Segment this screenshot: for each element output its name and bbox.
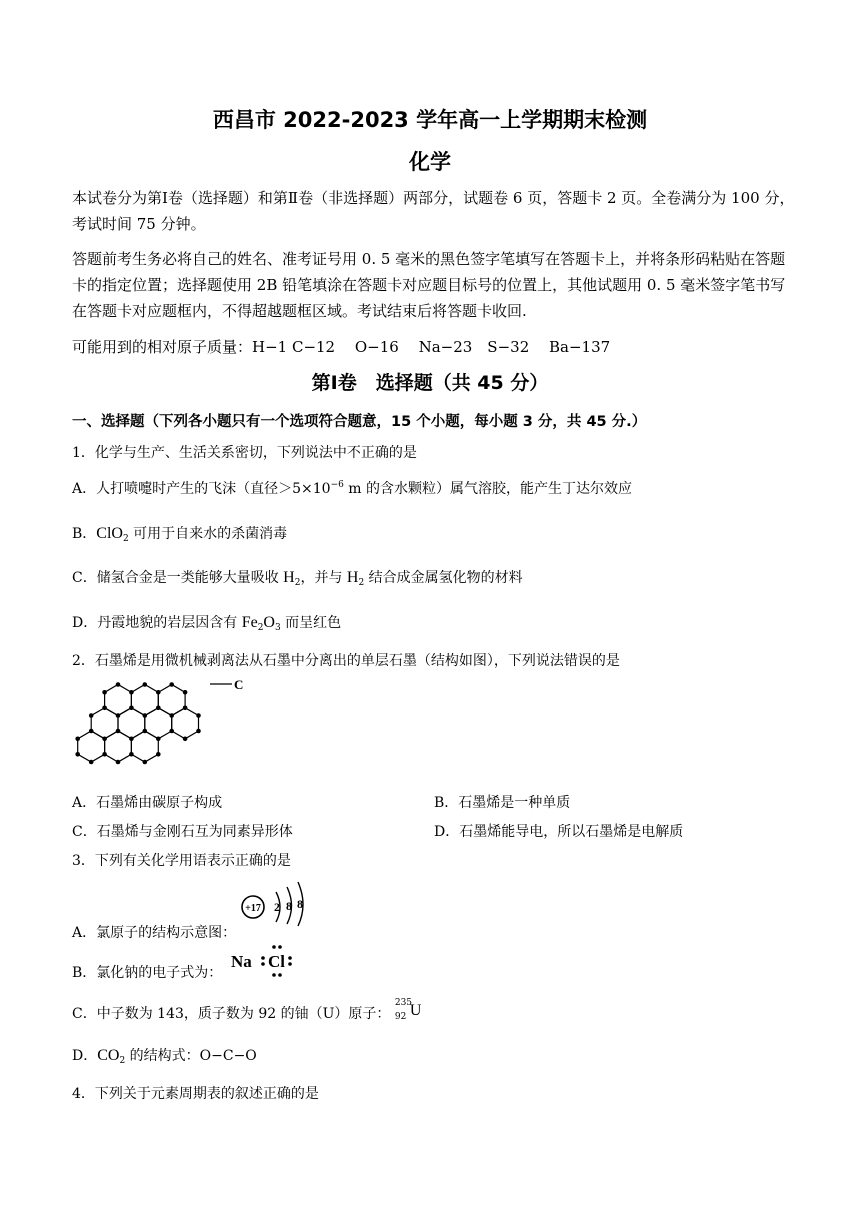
sodium-symbol: Na: [231, 952, 252, 971]
q1-c-formula-1-sub: 2: [294, 578, 301, 588]
mass-number: 235: [394, 998, 413, 1008]
carbon-atom: [169, 729, 174, 734]
electron-dot: [272, 945, 276, 949]
electron-dot: [278, 945, 282, 949]
electron-dot: [288, 962, 292, 966]
q1-option-b: [72, 523, 287, 544]
carbon-atom: [143, 682, 148, 687]
electron-dot: [288, 956, 292, 960]
chlorine-atom-structure-diagram: [240, 880, 310, 928]
q3-d-label: D．: [72, 1048, 98, 1064]
carbon-atom: [102, 752, 107, 757]
electron-dot: [278, 973, 282, 977]
carbon-atom: [89, 760, 94, 765]
intro-paragraph-1: 本试卷分为第Ⅰ卷（选择题）和第Ⅱ卷（非选择题）两部分，试题卷 6 页，答题卡 2 页。全卷满分为 100 分，考试时间 75 分钟。: [72, 189, 795, 233]
carbon-atom: [102, 737, 107, 742]
q1-c-text-end: 结合成金属氢化物的材料: [364, 570, 523, 586]
q1-a-exponent: −6: [330, 480, 344, 490]
q1-d-sub-2: 3: [274, 623, 281, 633]
carbon-atom: [183, 737, 188, 742]
graphene-hexagon: [118, 708, 145, 739]
carbon-atom: [116, 760, 121, 765]
carbon-atom: [75, 752, 80, 757]
exam-title: 西昌市 2022-2023 学年高一上学期期末检测: [212, 108, 648, 132]
graphene-hexagon: [78, 731, 105, 762]
q2-stem: 2．石墨烯是用微机械剥离法从石墨中分离出的单层石墨（结构如图），下列说法错误的是: [72, 653, 620, 669]
section-instruction: 一、选择题（下列各小题只有一个选项符合题意，15 个小题，每小题 3 分，共 45 分.）: [72, 414, 647, 430]
q3-d-formula: CO: [97, 1047, 120, 1064]
carbon-atom: [102, 706, 107, 711]
graphene-structure-figure: [66, 678, 256, 778]
q1-option-d: [72, 612, 341, 633]
carbon-atom: [129, 737, 134, 742]
atomic-number: 92: [394, 1012, 407, 1022]
nucleus-charge: +17: [245, 903, 261, 914]
carbon-atom: [143, 729, 148, 734]
electron-dot: [261, 956, 265, 960]
q1-d-sub-1: 2: [257, 623, 264, 633]
q1-c-formula-2-sub: 2: [358, 578, 365, 588]
carbon-atom: [169, 713, 174, 718]
carbon-atom: [75, 737, 80, 742]
q1-b-formula: ClO: [96, 525, 123, 542]
graphene-hexagon: [145, 708, 172, 739]
q3-d-text: 的结构式：O−C−O: [125, 1048, 257, 1064]
carbon-atom: [183, 706, 188, 711]
carbon-atom: [183, 690, 188, 695]
graphene-hexagon: [131, 685, 158, 716]
q3-stem: 3．下列有关化学用语表示正确的是: [72, 853, 291, 869]
section-title: 第Ⅰ卷 选择题（共 45 分）: [311, 372, 549, 394]
graphene-hexagon: [131, 731, 158, 762]
q3-option-d: [72, 1045, 257, 1066]
q2-option-a: A．石墨烯由碳原子构成: [72, 795, 223, 811]
carbon-atom: [89, 729, 94, 734]
q1-d-text-end: 而呈红色: [280, 615, 342, 631]
chlorine-symbol: Cl: [268, 952, 285, 971]
carbon-atom: [156, 706, 161, 711]
carbon-atom: [143, 713, 148, 718]
shell-1-electrons: 2: [274, 900, 280, 914]
uranium-symbol: U: [409, 1002, 422, 1019]
q2-option-d: D．石墨烯能导电，所以石墨烯是电解质: [434, 824, 684, 840]
atomic-masses-line: 可能用到的相对原子质量：H−1 C−12 O−16 Na−23 S−32 Ba−137: [72, 338, 611, 356]
q1-b-label: B．: [72, 526, 97, 542]
q1-b-formula-sub: 2: [122, 534, 129, 544]
carbon-atom: [143, 760, 148, 765]
graphene-hexagon: [105, 685, 132, 716]
q3-d-formula-sub: 2: [119, 1056, 126, 1066]
graphene-hexagon: [105, 731, 132, 762]
carbon-atom: [129, 752, 134, 757]
q1-d-text: D．丹霞地貌的岩层因含有: [72, 615, 242, 631]
carbon-atoms: [75, 682, 200, 764]
electron-dot: [272, 973, 276, 977]
carbon-atom: [156, 737, 161, 742]
q1-a-text: A．人打喷嚏时产生的飞沫（直径＞5×10: [72, 481, 331, 497]
q1-d-formula-fe: Fe: [241, 614, 258, 631]
graphene-hexagon: [158, 685, 185, 716]
q1-option-a: [72, 478, 632, 498]
q4-stem: 4．下列关于元素周期表的叙述正确的是: [72, 1086, 319, 1102]
shell-3-electrons: 8: [297, 897, 303, 911]
q1-b-text: 可用于自来水的杀菌消毒: [128, 526, 288, 542]
q1-c-formula-1: H: [283, 569, 295, 586]
q3-option-b: B．氯化钠的电子式为：: [72, 965, 223, 981]
q1-c-text: C．储氢合金是一类能够大量吸收: [72, 570, 284, 586]
sodium-chloride-electron-dot: [228, 943, 308, 979]
carbon-atom: [116, 729, 121, 734]
carbon-atom: [102, 690, 107, 695]
q2-option-c: C．石墨烯与金刚石互为同素异形体: [72, 824, 293, 840]
intro-paragraph-2: 答题前考生务必将自己的姓名、准考证号用 0. 5 毫米的黑色签字笔填写在答题卡上，并将条形码粘贴在答题卡的指定位置；选择题使用 2B 铅笔填涂在答题卡对应题目标号的位置上，其他试题用 0. 5 毫米签字笔书写在答题卡对应题框内，不得超越题框区域。考试结束后将答题卡收回.: [72, 250, 786, 320]
graphene-hexagons: [78, 685, 199, 763]
carbon-atom: [196, 713, 201, 718]
carbon-atom: [156, 752, 161, 757]
graphene-hexagon: [91, 708, 118, 739]
q1-option-c: [72, 567, 523, 588]
carbon-atom: [116, 682, 121, 687]
shell-2-electrons: 8: [286, 899, 292, 913]
q3-c-text: C．中子数为 143，质子数为 92 的铀（U）原子：: [72, 1006, 391, 1022]
q1-c-formula-2: H: [346, 569, 359, 586]
graphene-hexagon: [172, 708, 199, 739]
subject-title: 化学: [409, 150, 451, 174]
carbon-atom: [89, 713, 94, 718]
carbon-atom: [169, 682, 174, 687]
q3-option-a: A．氯原子的结构示意图：: [72, 925, 237, 941]
figure-label-c: C: [234, 678, 244, 692]
electron-dot: [261, 962, 265, 966]
carbon-atom: [116, 713, 121, 718]
q1-a-text-end: m 的含水颗粒）属气溶胶，能产生丁达尔效应: [343, 481, 633, 497]
carbon-atom: [156, 690, 161, 695]
carbon-atom: [129, 690, 134, 695]
carbon-atom: [129, 706, 134, 711]
carbon-atom: [196, 729, 201, 734]
q1-stem: 1．化学与生产、生活关系密切，下列说法中不正确的是: [72, 445, 417, 461]
q1-d-formula-o: O: [263, 614, 275, 631]
q1-c-text-mid: ，并与: [300, 570, 347, 586]
uranium-nuclide: [394, 998, 429, 1022]
q2-option-b: B．石墨烯是一种单质: [434, 795, 571, 811]
q3-option-c: [72, 998, 429, 1023]
